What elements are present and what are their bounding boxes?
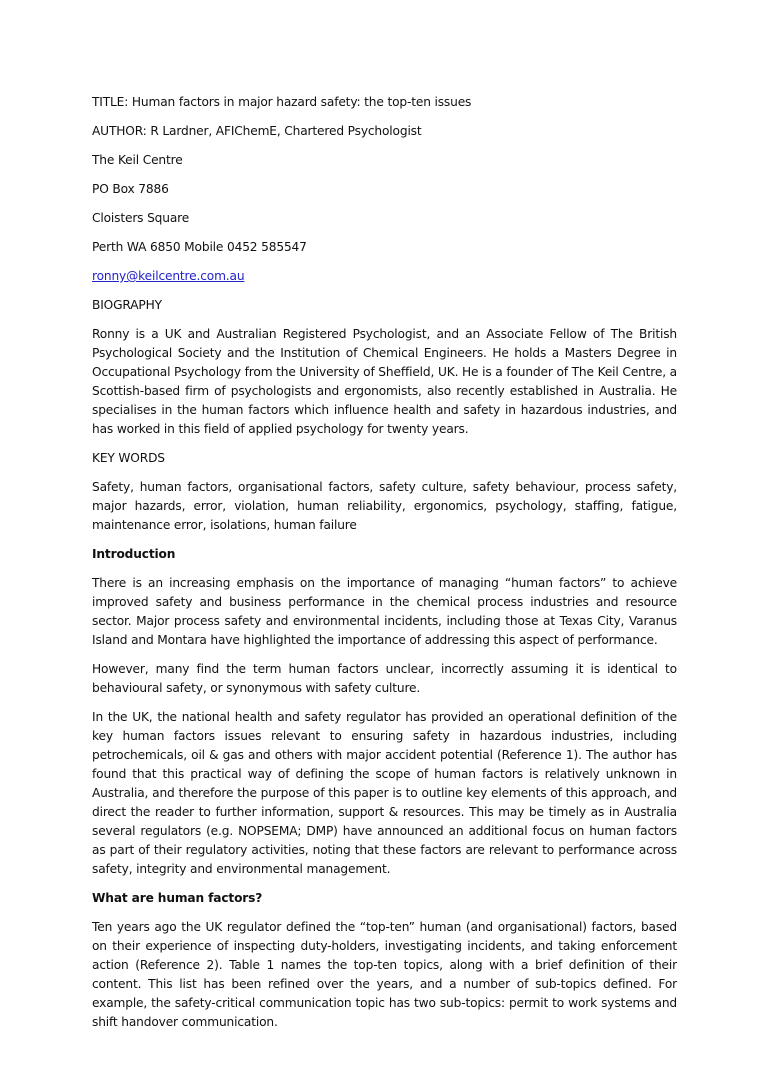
introduction-paragraph-1: There is an increasing emphasis on the importance of managing “human factors” to achieve improved safety and business performance in the chemical process industries and resource sector. Major process safety and environmental incidents, including those at Texas City, Varanus Island and Montara have highlighted the importance of addressing this aspect of performance. — [92, 576, 677, 647]
biography-paragraph: Ronny is a UK and Australian Registered Psychologist, and an Associate Fellow of The British Psychological Society and the Institution of Chemical Engineers. He holds a Masters Degree in Occupational Psychology from the University of Sheffield, UK. He is a founder of The Keil Centre, a Scottish-based firm of psychologists and ergonomists, also recently established in Australia. He specialises in the human factors which influence health and safety in hazardous industries, and has worked in this field of applied psychology for twenty years. — [92, 327, 677, 436]
email-link[interactable]: ronny@keilcentre.com.au — [92, 269, 245, 283]
author-line: AUTHOR: R Lardner, AFIChemE, Chartered Psychologist — [92, 124, 422, 138]
keywords-label: KEY WORDS — [92, 451, 165, 465]
introduction-heading: Introduction — [92, 547, 176, 561]
introduction-paragraph-3: In the UK, the national health and safety regulator has provided an operational definition of the key human factors issues relevant to ensuring safety in hazardous industries, including petrochemicals, oil & gas and others with major accident potential (Reference 1). The author has found that this practical way of defining the scope of human factors is relatively unknown in Australia, and therefore the purpose of this paper is to outline key elements of this approach, and direct the reader to further information, support & resources. This may be timely as in Australia several regulators (e.g. NOPSEMA; DMP) have announced an additional focus on human factors as part of their regulatory activities, noting that these factors are relevant to performance across safety, integrity and environmental management. — [92, 710, 677, 876]
what-are-human-factors-heading: What are human factors? — [92, 891, 263, 905]
introduction-paragraph-2: However, many find the term human factors unclear, incorrectly assuming it is identical to behavioural safety, or synonymous with safety culture. — [92, 662, 677, 695]
what-are-human-factors-paragraph: Ten years ago the UK regulator defined the “top-ten” human (and organisational) factors, based on their experience of inspecting duty-holders, investigating incidents, and taking enforcement action (Reference 2). Table 1 names the top-ten topics, along with a brief definition of their content. This list has been refined over the years, and a number of sub-topics defined. For example, the safety-critical communication topic has two sub-topics: permit to work systems and shift handover communication. — [92, 920, 677, 1029]
title-line: TITLE: Human factors in major hazard safety: the top-ten issues — [92, 95, 472, 109]
keywords-paragraph: Safety, human factors, organisational factors, safety culture, safety behaviour, process safety, major hazards, error, violation, human reliability, ergonomics, psychology, staffing, fatigue, maintenance error, isolations, human failure — [92, 480, 677, 532]
biography-label: BIOGRAPHY — [92, 298, 162, 312]
document-page — [92, 93, 677, 1042]
address-organisation: The Keil Centre — [92, 153, 183, 167]
address-po-box: PO Box 7886 — [92, 182, 169, 196]
address-city-phone: Perth WA 6850 Mobile 0452 585547 — [92, 240, 307, 254]
address-square: Cloisters Square — [92, 211, 190, 225]
email-line — [92, 267, 677, 286]
